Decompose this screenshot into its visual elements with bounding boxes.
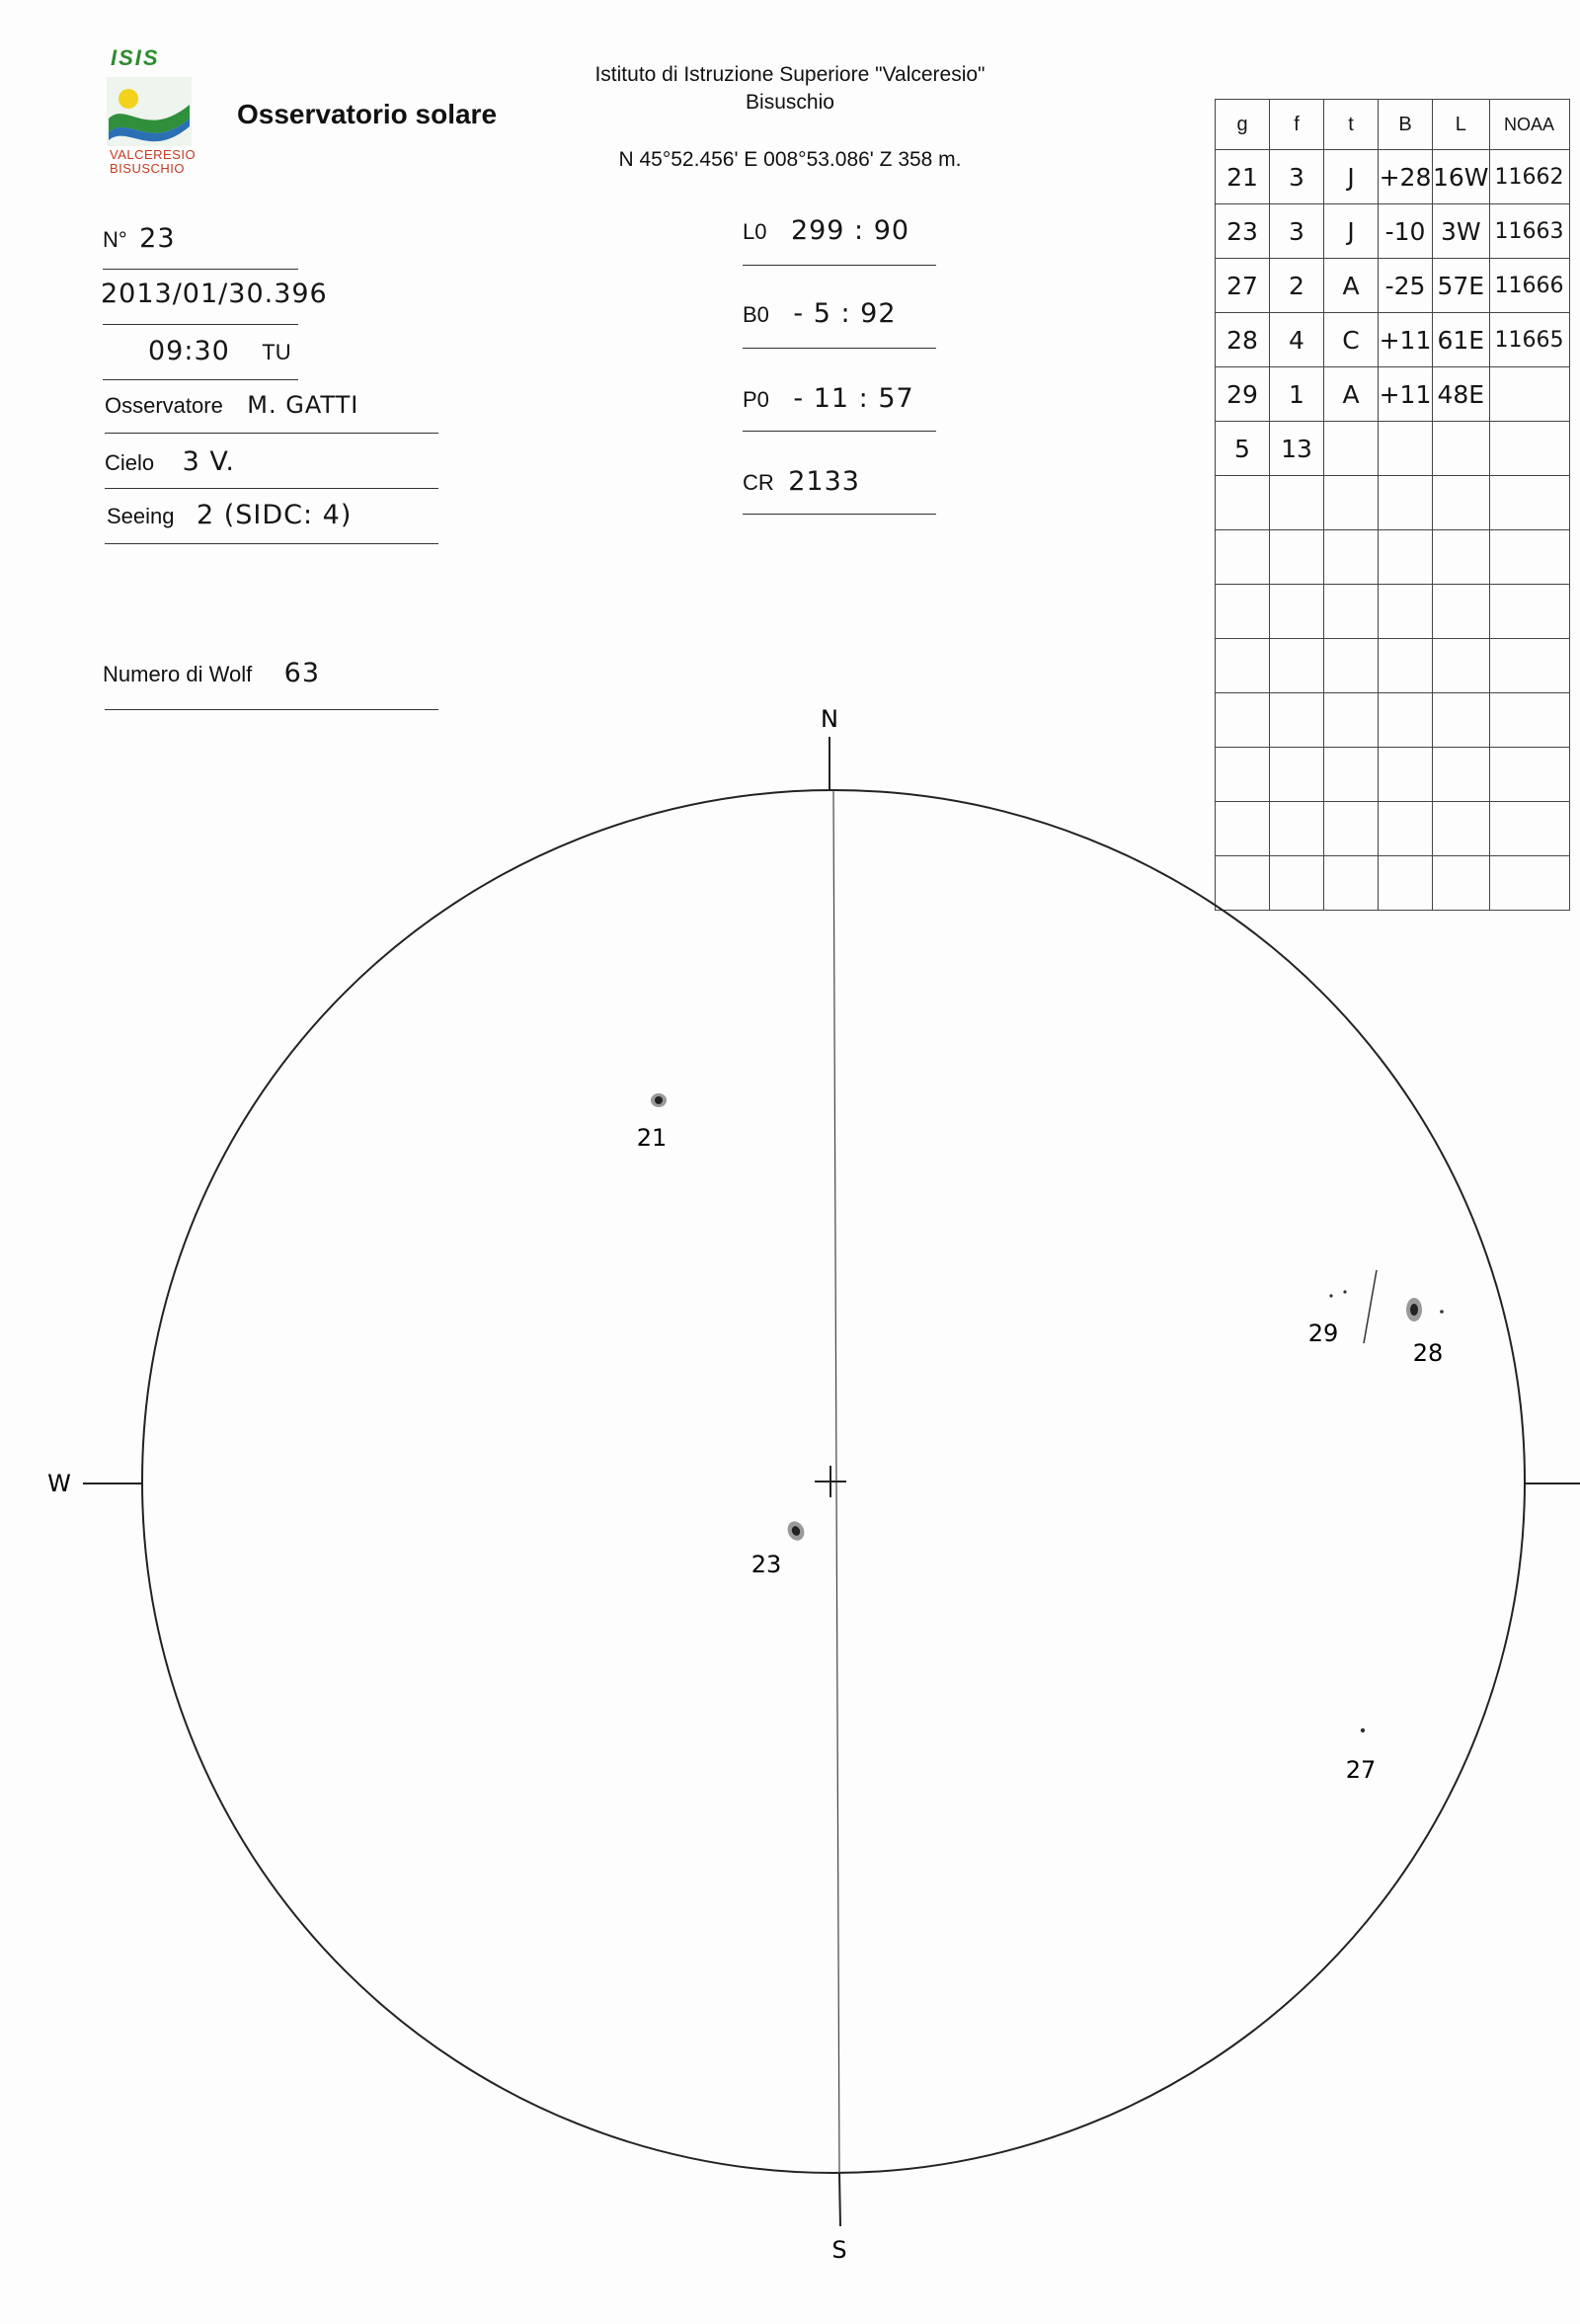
- observatory-title: Osservatorio solare: [237, 99, 498, 129]
- group-label-27: 27: [1345, 1756, 1377, 1784]
- group-separator-line: [1364, 1270, 1377, 1343]
- observer-value: M. GATTI: [247, 391, 359, 419]
- table-cell-l: 3W: [1433, 204, 1490, 259]
- table-cell-t: A: [1324, 259, 1379, 313]
- group-label-23: 23: [750, 1551, 782, 1578]
- l0-value: 299 : 90: [790, 215, 910, 246]
- sheet-number-value: 23: [139, 223, 176, 254]
- table-cell-b: +11: [1379, 367, 1433, 422]
- table-header-t: t: [1324, 100, 1379, 150]
- observer-label: Osservatore: [105, 393, 223, 418]
- table-cell-f: 4: [1270, 313, 1324, 367]
- table-cell-noaa: 11663: [1489, 204, 1569, 259]
- wolf-number-label: Numero di Wolf: [103, 662, 253, 686]
- table-cell-b: -10: [1379, 204, 1433, 259]
- table-cell-f: 3: [1270, 204, 1324, 259]
- b0-label: B0: [743, 302, 769, 327]
- sunspot-group-28-pore: [1440, 1310, 1444, 1314]
- cr-label: CR: [743, 470, 774, 495]
- p0-label: P0: [743, 387, 769, 412]
- table-cell-l: 57E: [1433, 259, 1490, 313]
- seeing-label: Seeing: [107, 504, 175, 528]
- table-cell-noaa: 11662: [1489, 150, 1569, 204]
- table-cell-g: 27: [1216, 259, 1270, 313]
- table-header-f: f: [1270, 100, 1324, 150]
- sunspot-group-27-pore: [1361, 1728, 1365, 1732]
- table-cell-f: 13: [1270, 422, 1324, 476]
- table-cell-t: C: [1324, 313, 1379, 367]
- table-cell-g: 21: [1216, 150, 1270, 204]
- south-tick: [839, 2173, 840, 2226]
- south-label: S: [831, 2236, 847, 2264]
- group-label-29: 29: [1307, 1320, 1339, 1347]
- b0-value: - 5 : 92: [793, 298, 897, 329]
- l0-label: L0: [743, 219, 767, 244]
- table-header-b: B: [1379, 100, 1433, 150]
- wolf-number-value: 63: [283, 658, 321, 688]
- table-cell-noaa: 11665: [1489, 313, 1569, 367]
- north-label: N: [821, 705, 838, 733]
- time-unit: TU: [262, 340, 291, 364]
- table-cell-t: A: [1324, 367, 1379, 422]
- seeing-value: 2 (SIDC: 4): [196, 500, 353, 530]
- institute-town: Bisuschio: [746, 91, 834, 114]
- site-coordinates: N 45°52.456' E 008°53.086' Z 358 m.: [618, 148, 962, 171]
- sky-label: Cielo: [105, 450, 155, 475]
- table-cell-l: 16W: [1433, 150, 1490, 204]
- sunspot-group-21-umbra: [655, 1096, 663, 1104]
- logo-wordmark: ISIS: [111, 45, 160, 70]
- table-cell-l: 48E: [1433, 367, 1490, 422]
- table-cell-b: -25: [1379, 259, 1433, 313]
- table-cell-g: 23: [1216, 204, 1270, 259]
- observation-date: 2013/01/30.396: [101, 279, 328, 309]
- sunspot-group-28-umbra: [1410, 1304, 1418, 1316]
- table-cell-f: 1: [1270, 367, 1324, 422]
- sunspot-group-29-pore: [1329, 1294, 1332, 1297]
- table-header-l: L: [1433, 100, 1490, 150]
- table-cell-b: +28: [1379, 150, 1433, 204]
- logo-caption: VALCERESIO BISUSCHIO: [110, 147, 197, 176]
- table-cell-l: 61E: [1433, 313, 1490, 367]
- observation-time: 09:30: [148, 336, 230, 366]
- group-label-21: 21: [636, 1124, 668, 1152]
- west-label: W: [47, 1470, 71, 1497]
- table-header-noaa: NOAA: [1489, 100, 1569, 150]
- table-cell-noaa: 11666: [1489, 259, 1569, 313]
- table-cell-g: 28: [1216, 313, 1270, 367]
- cr-value: 2133: [788, 466, 860, 497]
- table-cell-g: 5: [1216, 422, 1270, 476]
- p0-value: - 11 : 57: [793, 383, 914, 414]
- table-cell-b: +11: [1379, 313, 1433, 367]
- institute-name: Istituto di Istruzione Superiore "Valceresio": [594, 63, 986, 86]
- table-cell-t: J: [1324, 150, 1379, 204]
- table-cell-f: 2: [1270, 259, 1324, 313]
- sheet-number-label: N°: [103, 227, 127, 252]
- table-cell-t: J: [1324, 204, 1379, 259]
- table-cell-f: 3: [1270, 150, 1324, 204]
- table-header-g: g: [1216, 100, 1270, 150]
- sunspot-group-29-pore: [1343, 1290, 1346, 1293]
- group-label-28: 28: [1412, 1339, 1444, 1367]
- sky-value: 3 V.: [182, 446, 235, 477]
- table-cell-g: 29: [1216, 367, 1270, 422]
